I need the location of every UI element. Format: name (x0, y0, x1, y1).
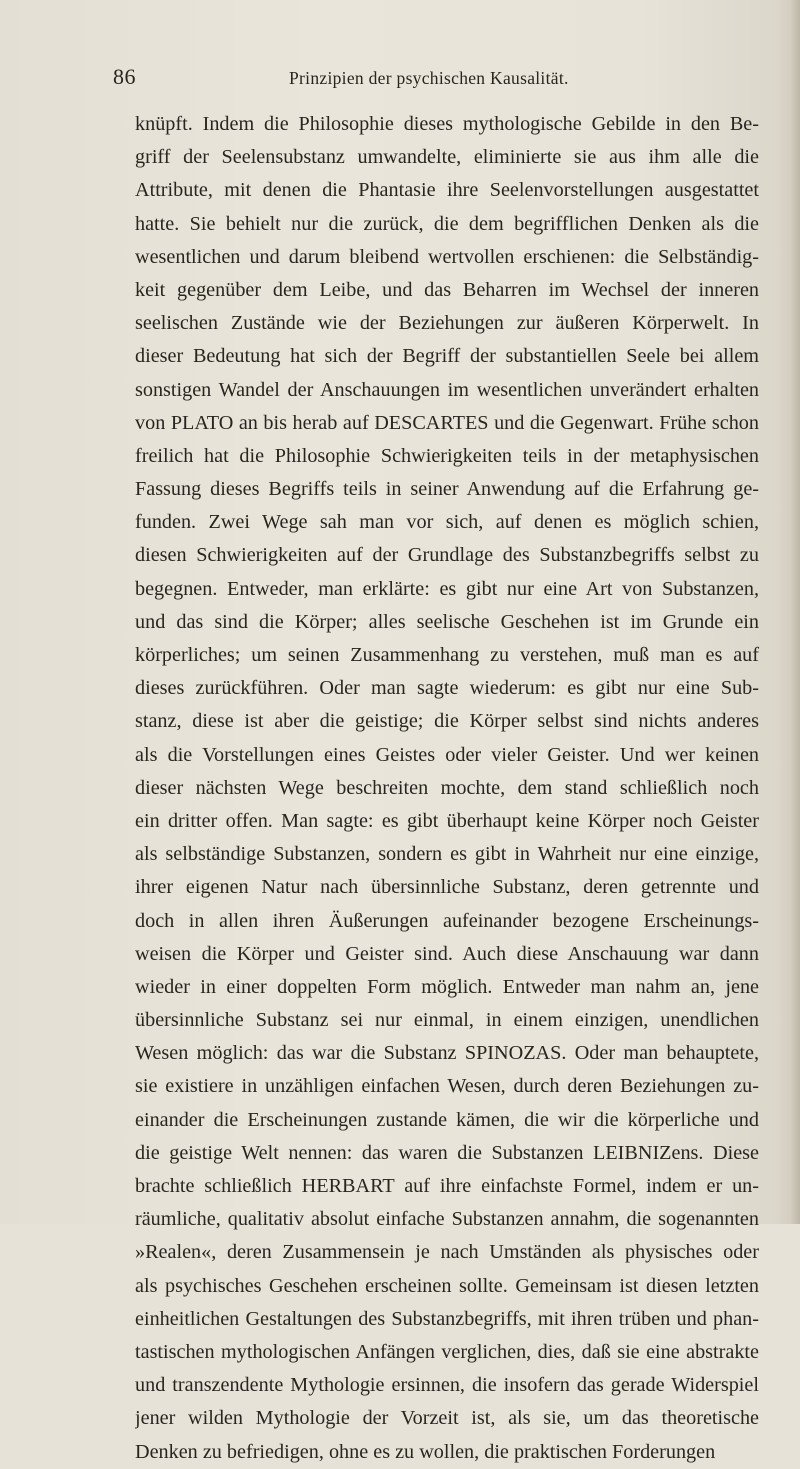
page-edge-shadow (790, 0, 800, 1224)
text-line: Wesen möglich: das war die Substanz SPINOZAS. Oder man behauptete, (135, 1042, 759, 1065)
text-line: tastischen mythologischen Anfängen verglichen, dies, daß sie eine abstrakte (135, 1340, 759, 1363)
text-line: brachte schließlich HERBART auf ihre einfachste Formel, indem er un- (135, 1175, 759, 1197)
text-line: freilich hat die Philosophie Schwierigkeiten teils in der metaphysischen (135, 444, 759, 467)
text-line: »Realen«, deren Zusammensein je nach Umständen als physisches oder (135, 1241, 759, 1264)
text-line: wieder in einer doppelten Form möglich. Entweder man nahm an, jene (135, 975, 759, 998)
text-line: als die Vorstellungen eines Geistes oder vieler Geister. Und wer keinen (135, 743, 759, 766)
text-line: funden. Zwei Wege sah man vor sich, auf denen es möglich schien, (135, 511, 759, 534)
text-line: dieses zurückführen. Oder man sagte wiederum: es gibt nur eine Sub- (135, 677, 759, 700)
text-line: Attribute, mit denen die Phantasie ihre Seelenvorstellungen ausgestattet (135, 179, 759, 202)
text-line: griff der Seelensubstanz umwandelte, eliminierte sie aus ihm alle die (135, 146, 759, 169)
text-line: als selbständige Substanzen, sondern es gibt in Wahrheit nur eine einzige, (135, 843, 759, 866)
text-line: weisen die Körper und Geister sind. Auch diese Anschauung war dann (135, 942, 759, 965)
text-line: räumliche, qualitativ absolut einfache Substanzen annahm, die sogenannten (135, 1208, 759, 1231)
text-line: wesentlichen und darum bleibend wertvollen erschienen: die Selbständig- (135, 245, 759, 268)
text-line: seelischen Zustände wie der Beziehungen zur äußeren Körperwelt. In (135, 312, 759, 335)
text-line: keit gegenüber dem Leibe, und das Beharren im Wechsel der inneren (135, 278, 759, 301)
text-line: von PLATO an bis herab auf DESCARTES und die Gegenwart. Frühe schon (135, 411, 759, 434)
text-line: als psychisches Geschehen erscheinen sollte. Gemeinsam ist diesen letzten (135, 1274, 759, 1297)
text-line: einander die Erscheinungen zustande kämen, die wir die körperliche und (135, 1108, 759, 1131)
text-line: Fassung dieses Begriffs teils in seiner Anwendung auf die Erfahrung ge- (135, 478, 759, 501)
page-number: 86 (113, 64, 136, 89)
text-line: jener wilden Mythologie der Vorzeit ist, als sie, um das theoretische (135, 1407, 759, 1430)
text-line: übersinnliche Substanz sei nur einmal, in einem einzigen, unendlichen (135, 1009, 759, 1032)
text-line: knüpft. Indem die Philosophie dieses mythologische Gebilde in den Be- (135, 113, 759, 135)
text-line: stanz, diese ist aber die geistige; die Körper selbst sind nichts anderes (135, 710, 759, 733)
text-line: und das sind die Körper; alles seelische Geschehen ist im Grunde ein (135, 610, 759, 633)
text-line: begegnen. Entweder, man erklärte: es gibt nur eine Art von Substanzen, (135, 577, 759, 600)
text-line: die geistige Welt nennen: das waren die Substanzen LEIBNIZens. Diese (135, 1141, 759, 1164)
text-line: doch in allen ihren Äußerungen aufeinander bezogene Erscheinungs- (135, 909, 759, 932)
text-line: sonstigen Wandel der Anschauungen im wesentlichen unverändert erhalten (135, 378, 759, 401)
text-line: körperliches; um seinen Zusammenhang zu verstehen, muß man es auf (135, 644, 759, 666)
text-line: ihrer eigenen Natur nach übersinnliche Substanz, deren getrennte und (135, 876, 759, 899)
running-title: Prinzipien der psychischen Kausalität. (289, 68, 569, 88)
text-line: hatte. Sie behielt nur die zurück, die dem begrifflichen Denken als die (135, 212, 759, 235)
text-line: dieser nächsten Wege beschreiten mochte, dem stand schließlich noch (135, 776, 759, 799)
text-line: ein dritter offen. Man sagte: es gibt überhaupt keine Körper noch Geister (135, 809, 759, 832)
page-header (0, 64, 800, 94)
text-line: dieser Bedeutung hat sich der Begriff der substantiellen Seele bei allem (135, 345, 759, 368)
text-line: und transzendente Mythologie ersinnen, die insofern das gerade Widerspiel (135, 1374, 759, 1397)
text-line: diesen Schwierigkeiten auf der Grundlage des Substanzbegriffs selbst zu (135, 544, 759, 567)
body-text (135, 108, 759, 1469)
text-line: Denken zu befriedigen, ohne es zu wollen, die praktischen Forderungen (135, 1440, 716, 1463)
text-line: einheitlichen Gestaltungen des Substanzbegriffs, mit ihren trüben und phan- (135, 1307, 759, 1330)
text-line: sie existiere in unzähligen einfachen Wesen, durch deren Beziehungen zu- (135, 1075, 759, 1098)
